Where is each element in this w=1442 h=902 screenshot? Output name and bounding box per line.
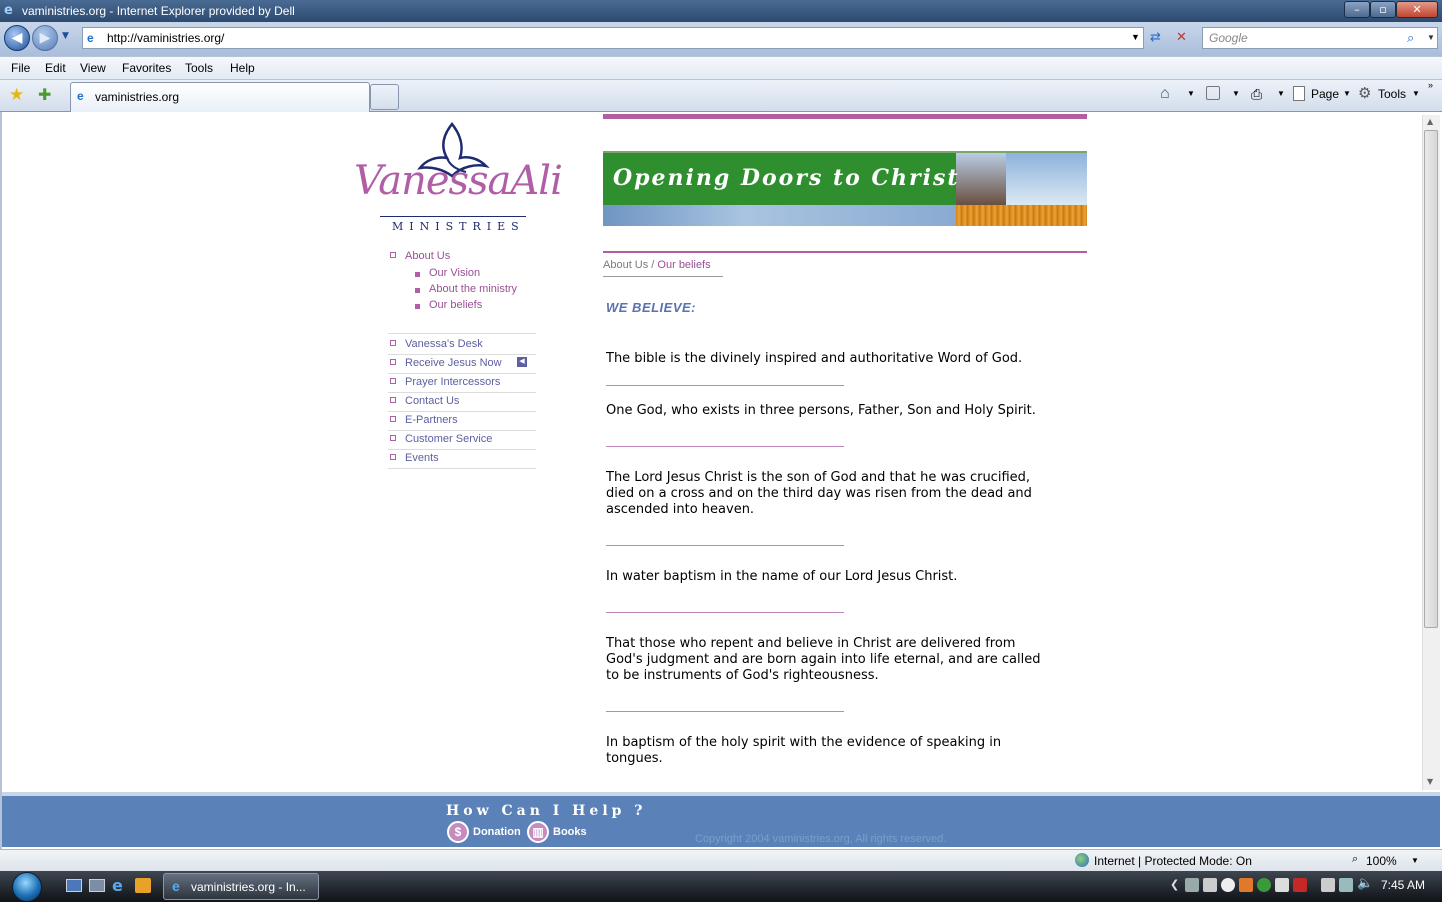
refresh-icon[interactable]: ⇄ — [1150, 30, 1161, 45]
recent-pages-dropdown-icon[interactable]: ▼ — [62, 31, 69, 41]
address-bar[interactable] — [82, 27, 1144, 49]
status-bar — [0, 849, 1442, 871]
top-rule — [603, 114, 1087, 119]
menu-edit[interactable]: Edit — [45, 61, 66, 75]
volume-icon[interactable]: 🔈 — [1357, 876, 1374, 891]
bullet-icon — [390, 252, 396, 258]
start-button[interactable] — [12, 872, 42, 902]
page-heading: WE BELIEVE: — [606, 300, 697, 315]
clock[interactable]: 7:45 AM — [1381, 878, 1426, 892]
breadcrumb-current: Our beliefs — [657, 259, 711, 271]
toolbar-overflow-icon[interactable]: » — [1428, 80, 1434, 90]
sidebar-item-prayer-intercessors[interactable]: Prayer Intercessors — [388, 374, 536, 393]
search-box[interactable] — [1202, 27, 1438, 49]
breadcrumb: About Us / Our beliefs — [603, 259, 711, 271]
ie-icon: e — [172, 878, 180, 894]
banner-title: Opening Doors to Christ — [613, 165, 960, 191]
favorites-star-icon[interactable]: ★ — [9, 85, 25, 104]
zoom-level[interactable]: 100% — [1366, 854, 1397, 868]
tray-icon[interactable] — [1293, 878, 1307, 892]
ie-icon: e — [4, 3, 13, 18]
dollar-icon: $ — [447, 821, 469, 843]
scrollbar-thumb[interactable] — [1424, 130, 1438, 628]
tools-menu-button[interactable]: Tools — [1378, 87, 1407, 101]
tray-icon[interactable] — [1257, 878, 1271, 892]
vanessa-ali-ministries-logo[interactable] — [352, 120, 562, 236]
belief-text: In baptism of the holy spirit with the evidence of speaking in tongues. — [606, 735, 1002, 766]
feeds-dropdown-icon[interactable]: ▼ — [1232, 89, 1240, 98]
tray-icon[interactable] — [1185, 878, 1199, 892]
security-zone[interactable]: Internet | Protected Mode: On — [1094, 854, 1252, 868]
home-dropdown-icon[interactable]: ▼ — [1187, 89, 1195, 98]
banner — [603, 151, 1087, 226]
tray-icon[interactable] — [1239, 878, 1253, 892]
belief-separator — [606, 545, 844, 546]
divider — [603, 251, 1087, 253]
tray-icon[interactable] — [1221, 878, 1235, 892]
belief-separator — [606, 711, 844, 712]
address-dropdown-icon[interactable]: ▼ — [1131, 32, 1140, 42]
sidebar-item-receive-jesus[interactable]: Receive Jesus Now ◀ — [388, 355, 536, 374]
menu-tools[interactable]: Tools — [185, 61, 214, 75]
media-player-icon[interactable] — [135, 878, 151, 893]
tray-icon[interactable] — [1203, 878, 1217, 892]
menu-view[interactable]: View — [80, 61, 106, 75]
tab-vaministries[interactable] — [70, 82, 370, 112]
page-menu-button[interactable]: Page — [1311, 87, 1340, 101]
add-favorites-icon[interactable]: ✚ — [38, 87, 52, 104]
portrait-photo — [956, 153, 1006, 205]
zoom-icon: ⌕ — [1352, 853, 1359, 865]
belief-text: The bible is the divinely inspired and authoritative Word of God. — [606, 351, 1023, 366]
sidebar-item-events[interactable]: Events — [388, 450, 536, 469]
address-input[interactable]: http://vaministries.org/ — [107, 31, 225, 45]
book-icon: ▥ — [527, 821, 549, 843]
ie-quicklaunch-icon[interactable]: e — [112, 876, 123, 895]
belief-text: In water baptism in the name of our Lord Jesus Christ. — [606, 569, 958, 584]
belief-text: The Lord Jesus Christ is the son of God and that he was crucified, died on a cross and on the third day was risen from the dead and ascended into heaven. — [606, 470, 1032, 517]
belief-separator — [606, 446, 844, 447]
maximize-button[interactable]: ▫ — [1370, 1, 1396, 18]
minimize-button[interactable]: – — [1344, 1, 1370, 18]
search-icon[interactable]: ⌕ — [1407, 30, 1415, 45]
belief-text: That those who repent and believe in Christ are delivered from God's judgment and are born again into life eternal, and are called to be instruments of God's righteousness. — [606, 636, 1041, 683]
scroll-up-icon[interactable]: ▲ — [1427, 117, 1434, 126]
sidebar-item-about-us[interactable] — [388, 248, 536, 267]
tray-expand-icon[interactable]: ❮ — [1170, 878, 1180, 891]
gear-icon: ⚙ — [1358, 85, 1372, 102]
how-can-i-help-heading: How Can I Help ? — [446, 803, 647, 819]
logo-script: VanessaAli — [354, 158, 562, 204]
switch-windows-icon[interactable] — [89, 879, 105, 892]
menu-bar — [0, 56, 1442, 80]
belief-separator — [606, 612, 844, 613]
print-icon[interactable]: ⎙ — [1251, 86, 1263, 102]
search-options-icon[interactable]: ▼ — [1427, 33, 1435, 42]
menu-favorites[interactable]: Favorites — [122, 61, 172, 75]
new-tab-button[interactable] — [370, 84, 399, 110]
sidebar-item-e-partners[interactable]: E-Partners — [388, 412, 536, 431]
belief-separator — [606, 385, 844, 386]
books-button[interactable]: ▥ Books — [527, 821, 587, 843]
logo-subtitle: MINISTRIES — [392, 220, 525, 233]
donation-button[interactable]: $ Donation — [447, 821, 521, 843]
taskbar-item-label: vaministries.org - In... — [191, 880, 306, 894]
copyright-text: Copyright 2004 vaministries.org, All rights reserved. — [695, 833, 947, 845]
tab-title: vaministries.org — [95, 90, 180, 104]
sidebar-item-customer-service[interactable]: Customer Service — [388, 431, 536, 450]
menu-file[interactable]: File — [11, 61, 31, 75]
window-title-bar — [0, 0, 1442, 22]
stop-icon[interactable]: ✕ — [1176, 30, 1187, 45]
zoom-dropdown-icon[interactable]: ▼ — [1411, 856, 1419, 865]
close-window-button[interactable]: ✕ — [1396, 1, 1438, 18]
search-input[interactable]: Google — [1209, 31, 1248, 45]
tools-dropdown-icon[interactable]: ▼ — [1412, 89, 1420, 98]
tray-icon[interactable] — [1321, 878, 1335, 892]
network-icon[interactable] — [1339, 878, 1353, 892]
tab-bar — [0, 80, 1442, 112]
page-dropdown-icon[interactable]: ▼ — [1343, 89, 1351, 98]
tab-page-icon: e — [77, 89, 84, 103]
belief-text: One God, who exists in three persons, Father, Son and Holy Spirit. — [606, 403, 1036, 418]
sidebar-item-contact-us[interactable]: Contact Us — [388, 393, 536, 412]
print-dropdown-icon[interactable]: ▼ — [1277, 89, 1285, 98]
home-icon[interactable]: ⌂ — [1160, 85, 1170, 102]
page-icon: e — [87, 31, 94, 45]
sidebar-item-label: About Us — [405, 250, 451, 262]
forward-button[interactable]: ▶ — [32, 25, 58, 51]
window-title: vaministries.org - Internet Explorer provided by Dell — [22, 4, 295, 18]
menu-help[interactable]: Help — [230, 61, 255, 75]
feeds-icon[interactable] — [1206, 86, 1220, 100]
scroll-down-icon[interactable]: ▼ — [1427, 777, 1434, 786]
globe-icon — [1075, 853, 1089, 867]
taskbar-item-ie[interactable] — [163, 873, 319, 900]
breadcrumb-parent[interactable]: About Us — [603, 259, 649, 271]
arrow-left-icon: ◀ — [517, 357, 527, 367]
back-button[interactable]: ◀ — [4, 25, 30, 51]
sidebar-item-vanessas-desk[interactable]: Vanessa's Desk — [388, 336, 536, 355]
tray-icon[interactable] — [1275, 878, 1289, 892]
page-icon-toolbar — [1293, 86, 1305, 101]
show-desktop-icon[interactable] — [66, 879, 82, 892]
